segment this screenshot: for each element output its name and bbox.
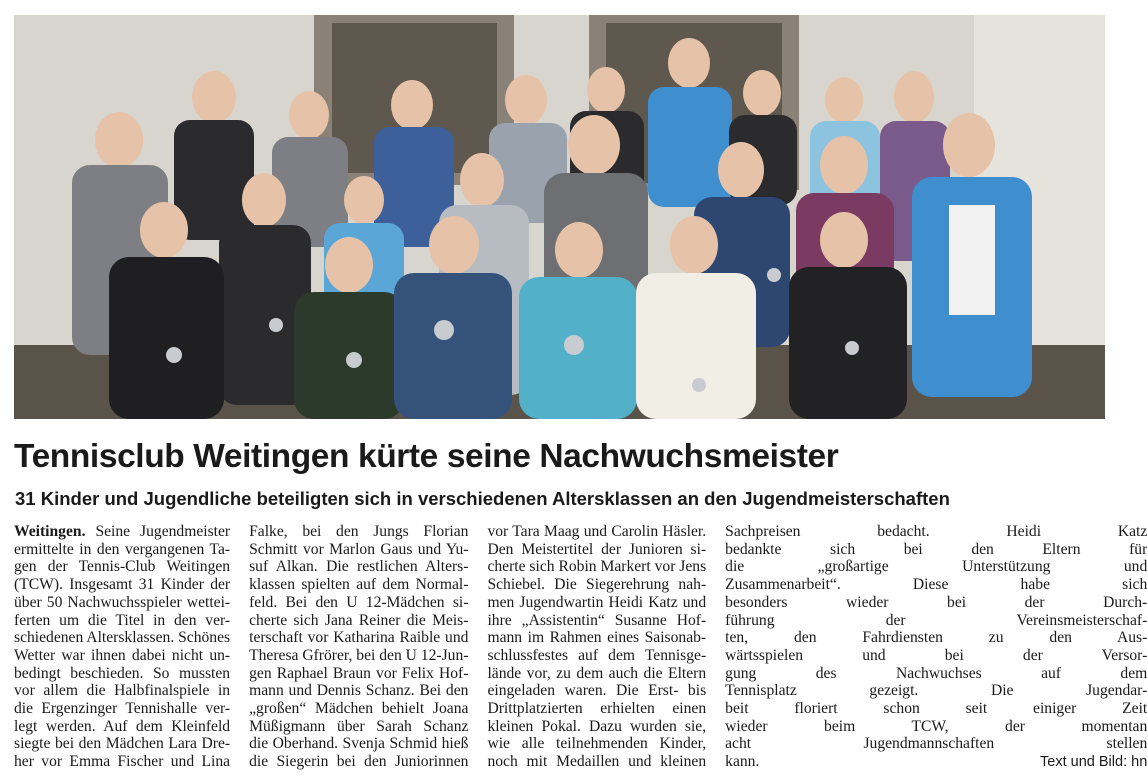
text-line: eingeladen waren. Die Erst- bis	[487, 682, 707, 700]
text-line: Schiebel. Die Siegerehrung nah-	[487, 576, 707, 594]
text-line: siegte bei den Mädchen Lara Dre-	[14, 735, 231, 753]
group-photo-icon	[14, 15, 1105, 419]
text-line: her vor Emma Fischer und Lina	[14, 753, 231, 771]
text-line: cherte sich Robin Markert vor Jens	[487, 558, 707, 576]
text-line: über 50 Nachwuchsspieler wettei-	[14, 593, 231, 611]
text-line: klassen spielten auf dem Normal-	[249, 576, 469, 594]
text-line: kann. Text und Bild: hn	[725, 753, 1147, 771]
text-line: Sachpreisen bedacht. Heidi Katz	[725, 523, 1147, 540]
text-line: wieder beim TCW, der momentan	[725, 717, 1147, 735]
text-line: bedingt beschieden. So mussten	[14, 664, 231, 682]
text-line: vor Tara Maag und Carolin Häsler.	[487, 523, 707, 540]
headline: Tennisclub Weitingen kürte seine Nachwuchsmeister	[14, 438, 839, 475]
text-column-1	[14, 523, 230, 778]
text-line: die „großartige Unterstützung und	[725, 558, 1147, 576]
text-line: Schmitt vor Marlon Gaus und Yu-	[249, 540, 469, 558]
text-column-3	[487, 523, 706, 778]
text-line: Theresa Gfrörer, bei den U 12-Jun-	[249, 646, 469, 664]
text-line: terschaft vor Katharina Raible und	[249, 629, 469, 647]
text-line: feld. Bei den U 12-Mädchen si-	[249, 593, 469, 611]
text-line: die Oberhand. Svenja Schmid hieß	[249, 735, 469, 753]
text-line: vor allem die Halbfinalspiele in	[14, 682, 231, 700]
text-line: acht Jugendmannschaften stellen	[725, 735, 1147, 753]
article-photo	[14, 15, 1105, 419]
photo-credit: Text und Bild: hn	[1040, 754, 1147, 771]
text-line: wärtsspielen und bei der Versor-	[725, 646, 1147, 664]
subheadline: 31 Kinder und Jugendliche beteiligten sich in verschiedenen Altersklassen an den Jugendmeisterschaften	[15, 488, 950, 509]
text-line: die Ergenzinger Tennishalle ver-	[14, 700, 231, 718]
text-line: noch mit Medaillen und kleinen	[487, 753, 707, 771]
text-line: ferten um die Titel in den ver-	[14, 611, 231, 629]
text-line: wie alle teilnehmenden Kinder,	[487, 735, 707, 753]
text-line: ten, den Fahrdiensten zu den Aus-	[725, 629, 1147, 647]
text-line: kleinen Pokal. Dazu wurden sie,	[487, 717, 707, 735]
text-line: beit floriert schon seit einiger Zeit	[725, 700, 1147, 718]
text-line: bedankte sich bei den Eltern für	[725, 540, 1147, 558]
article-body	[14, 523, 1147, 778]
text-line: „großen“ Mädchen behielt Joana	[249, 700, 469, 718]
text-line: legt werden. Auf dem Kleinfeld	[14, 717, 231, 735]
text-line: besonders wieder bei der Durch-	[725, 593, 1147, 611]
text-line: führung der Vereinsmeisterschaf-	[725, 611, 1147, 629]
text-line: Müßigmann über Sarah Schanz	[249, 717, 469, 735]
text-line: men Jugendwartin Heidi Katz und	[487, 593, 707, 611]
text-line: gen Raphael Braun vor Felix Hof-	[249, 664, 469, 682]
text-line: gung des Nachwuchses auf dem	[725, 664, 1147, 682]
text-line: (TCW). Insgesamt 31 Kinder der	[14, 576, 231, 594]
text-line: gen der Tennis-Club Weitingen	[14, 558, 231, 576]
text-line: mann im Rahmen eines Saisonab-	[487, 629, 707, 647]
text-line: cherte sich Jana Reiner die Meis-	[249, 611, 469, 629]
text-line: Falke, bei den Jungs Florian	[249, 523, 469, 540]
text-line: lände vor, zu dem auch die Eltern	[487, 664, 707, 682]
text-line: Zusammenarbeit“. Diese habe sich	[725, 576, 1147, 594]
text-column-2	[249, 523, 468, 778]
text-line: Den Meistertitel der Junioren si-	[487, 540, 707, 558]
text-line: Drittplatzierten erhielten einen	[487, 700, 707, 718]
text-column-4	[725, 523, 1147, 778]
text-line: mann und Dennis Schanz. Bei den	[249, 682, 469, 700]
text-line: schlussfestes auf dem Tennisge-	[487, 646, 707, 664]
dateline: Weitingen.	[14, 523, 86, 540]
text-line: Weitingen. Seine Jugendmeister	[14, 523, 231, 540]
text-line: ermittelte in den vergangenen Ta-	[14, 540, 231, 558]
text-line: Tennisplatz gezeigt. Die Jugendar-	[725, 682, 1147, 700]
text-line: die Siegerin bei den Juniorinnen	[249, 753, 469, 771]
text-line: suf Alkan. Die restlichen Alters-	[249, 558, 469, 576]
text-line: Wetter war ihnen dabei nicht un-	[14, 646, 231, 664]
text-line: schiedenen Altersklassen. Schönes	[14, 629, 231, 647]
text-line: ihre „Assistentin“ Susanne Hof-	[487, 611, 707, 629]
